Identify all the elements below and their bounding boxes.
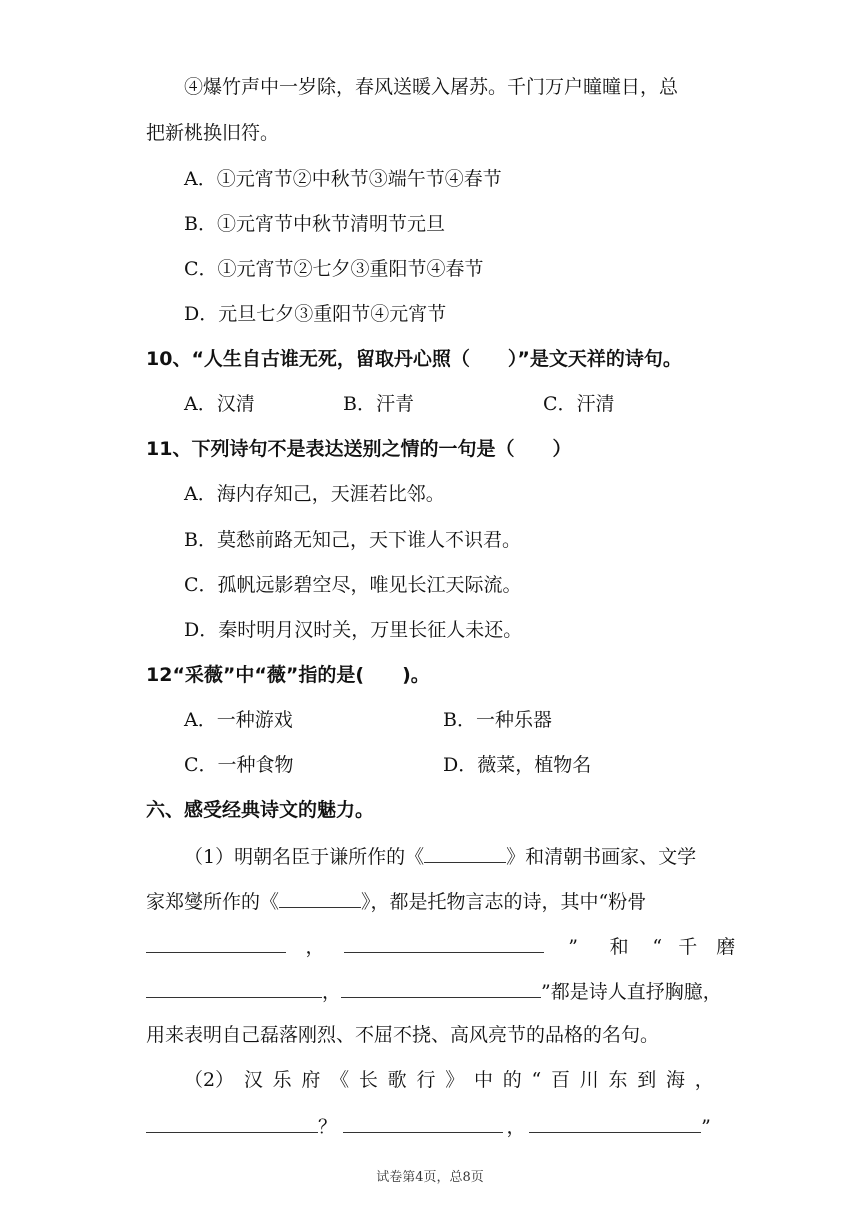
char: 到 — [637, 1069, 657, 1091]
word-he: 和 — [609, 936, 629, 958]
char: 歌 — [387, 1069, 407, 1091]
section6-line-2 — [146, 887, 646, 915]
answer-blank[interactable] — [343, 1112, 503, 1133]
char: 川 — [579, 1069, 599, 1091]
answer-blank[interactable] — [146, 977, 322, 998]
q11-option-a: A．海内存知己，天涯若比邻。 — [184, 483, 445, 505]
char: 乐 — [272, 1069, 292, 1091]
comma: ， — [305, 936, 325, 958]
char: 行 — [416, 1069, 436, 1091]
answer-blank[interactable] — [146, 932, 286, 953]
line1-text-b: 》和清朝书画家、文学 — [506, 846, 697, 868]
q9-option-d: D．元旦七夕③重阳节④元宵节 — [184, 303, 447, 325]
line2-text-b: 》，都是托物言志的诗，其中“粉骨 — [361, 891, 647, 913]
q12-option-d: D．薇菜，植物名 — [443, 754, 592, 776]
q10-option-b: B．汗青 — [343, 393, 414, 415]
line2-text-a: 家郑燮所作的《 — [146, 891, 280, 913]
q9-option-b: B．①元宵节中秋节清明节元旦 — [184, 213, 445, 235]
poem-line-2: 把新桃换旧符。 — [146, 122, 280, 144]
char: 》 — [445, 1069, 465, 1091]
answer-blank[interactable] — [424, 842, 506, 863]
answer-blank[interactable] — [344, 932, 544, 953]
section6-line-1 — [184, 842, 696, 870]
part-number: （2） — [184, 1069, 235, 1091]
comma: ， — [322, 981, 342, 1003]
char: “ — [531, 1069, 542, 1091]
section6-line-7 — [146, 1112, 711, 1140]
close-quote: ” — [701, 1116, 711, 1138]
line4-tail: ”都是诗人直抒胸臆， — [541, 981, 722, 1003]
section6-line-5: 用来表明自己磊落刚烈、不屈不挠、高风亮节的品格的名句。 — [146, 1024, 660, 1046]
char: 百 — [550, 1069, 570, 1091]
q11-option-c: C．孤帆远影碧空尽，唯见长江天际流。 — [184, 574, 522, 596]
q10-option-a: A．汉清 — [184, 393, 255, 415]
q10-option-c: C．汗清 — [543, 393, 615, 415]
char: 汉 — [243, 1069, 263, 1091]
section6-line-6 — [184, 1067, 714, 1093]
q10-stem: 10、“人生自古谁无死，留取丹心照（ ）”是文天祥的诗句。 — [146, 348, 682, 370]
open-quote: “ — [652, 936, 663, 958]
word-qianmo: 千 磨 — [678, 936, 736, 958]
char: 东 — [608, 1069, 628, 1091]
char: 长 — [358, 1069, 378, 1091]
q11-option-b: B．莫愁前路无知己，天下谁人不识君。 — [184, 529, 521, 551]
q11-stem: 11、下列诗句不是表达送别之情的一句是（ ） — [146, 438, 572, 460]
question-mark: ？ — [318, 1116, 338, 1138]
answer-blank[interactable] — [279, 887, 361, 908]
char: 《 — [330, 1069, 350, 1091]
char: 海 — [666, 1069, 686, 1091]
char: ， — [694, 1069, 714, 1091]
q9-option-a: A．①元宵节②中秋节③端午节④春节 — [184, 168, 502, 190]
poem-line-1: ④爆竹声中一岁除，春风送暖入屠苏。千门万户曈曈日，总 — [184, 76, 679, 98]
char: 府 — [301, 1069, 321, 1091]
answer-blank[interactable] — [341, 977, 541, 998]
section6-line-4 — [146, 977, 722, 1005]
answer-blank[interactable] — [146, 1112, 318, 1133]
section6-line-3 — [146, 932, 735, 960]
q11-option-d: D．秦时明月汉时关，万里长征人未还。 — [184, 619, 523, 641]
q9-option-c: C．①元宵节②七夕③重阳节④春节 — [184, 258, 484, 280]
q12-stem: 12“采薇”中“薇”指的是( )。 — [146, 664, 430, 686]
page-footer: 试卷第4页，总8页 — [376, 1170, 484, 1185]
section6-heading: 六、感受经典诗文的魅力。 — [146, 799, 375, 821]
q12-option-b: B．一种乐器 — [443, 709, 552, 731]
answer-blank[interactable] — [529, 1112, 701, 1133]
char: 中 — [473, 1069, 493, 1091]
line1-text-a: （1）明朝名臣于谦所作的《 — [184, 846, 425, 868]
q12-option-c: C．一种食物 — [184, 754, 294, 776]
q12-option-a: A．一种游戏 — [184, 709, 293, 731]
close-quote: ” — [568, 936, 578, 958]
comma: ， — [506, 1116, 526, 1138]
char: 的 — [502, 1069, 522, 1091]
